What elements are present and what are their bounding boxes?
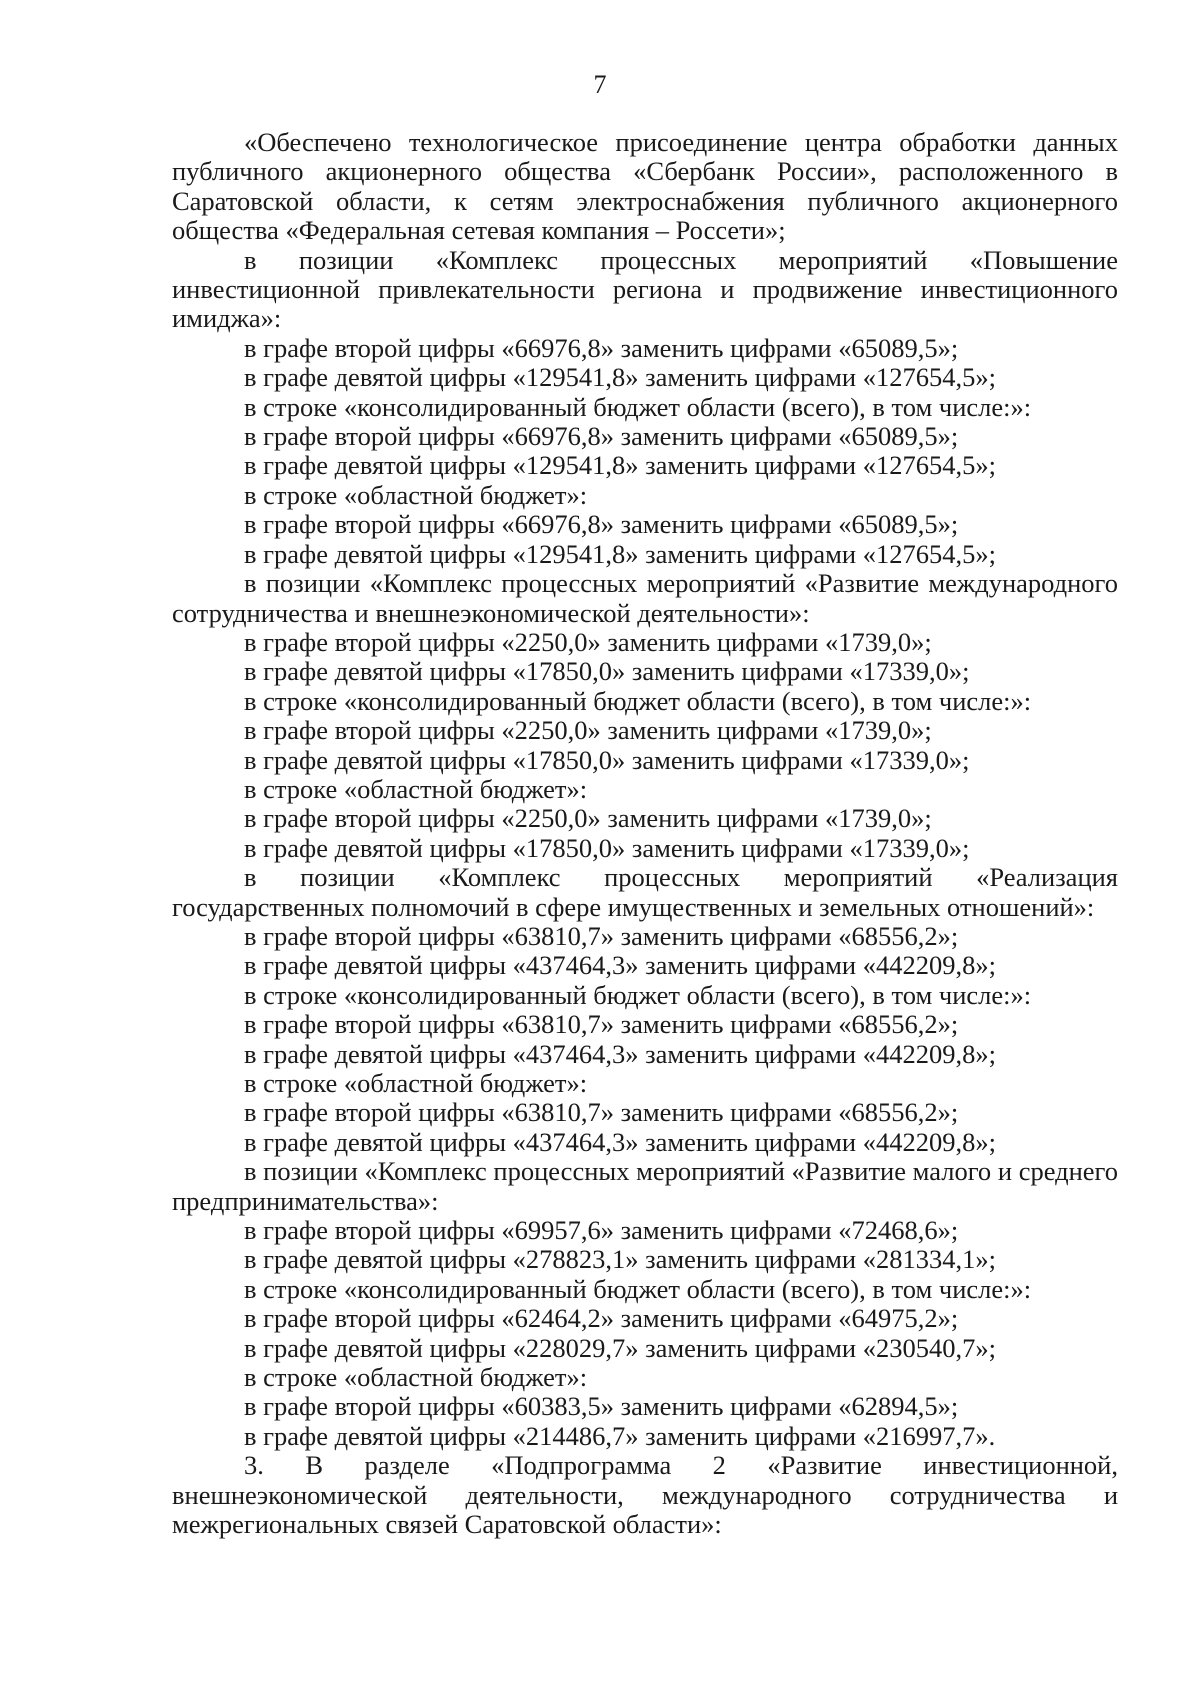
amendment-line: в графе девятой цифры «129541,8» заменить цифрами «127654,5»;	[244, 362, 996, 393]
amendment-line: в графе второй цифры «62464,2» заменить цифрами «64975,2»;	[244, 1303, 959, 1334]
amendment-line: в графе девятой цифры «17850,0» заменить цифрами «17339,0»;	[244, 744, 970, 775]
body-paragraph: в позиции «Комплекс процессных мероприятий «Развитие малого и среднего предпринимательства»:	[172, 1156, 1118, 1216]
section-paragraph: 3. В разделе «Подпрограмма 2 «Развитие инвестиционной, внешнеэкономической деятельности, международного сотрудничества и межрегиональных связей Саратовской области»:	[172, 1450, 1118, 1540]
amendment-line: в графе девятой цифры «228029,7» заменить цифрами «230540,7»;	[244, 1332, 996, 1363]
amendment-line: в графе девятой цифры «437464,3» заменить цифрами «442209,8»;	[244, 950, 996, 981]
amendment-line: в графе девятой цифры «437464,3» заменить цифрами «442209,8»;	[244, 1038, 996, 1069]
body-paragraph: в позиции «Комплекс процессных мероприятий «Повышение инвестиционной привлекательности региона и продвижение инвестиционного имиджа»:	[172, 244, 1118, 334]
amendment-line: в графе девятой цифры «214486,7» заменить цифрами «216997,7».	[244, 1420, 996, 1451]
amendment-line: в строке «областной бюджет»:	[244, 1362, 588, 1393]
amendment-line: в строке «консолидированный бюджет области (всего), в том числе:»:	[244, 979, 1032, 1010]
amendment-line: в графе второй цифры «63810,7» заменить цифрами «68556,2»;	[244, 1097, 959, 1128]
amendment-line: в графе второй цифры «60383,5» заменить цифрами «62894,5»;	[244, 1391, 959, 1422]
body-paragraph: в позиции «Комплекс процессных мероприятий «Развитие международного сотрудничества и внешнеэкономической деятельности»:	[172, 568, 1118, 628]
body-paragraph: в позиции «Комплекс процессных мероприятий «Реализация государственных полномочий в сфере имущественных и земельных отношений»:	[172, 862, 1118, 922]
amendment-line: в графе девятой цифры «17850,0» заменить цифрами «17339,0»;	[244, 832, 970, 863]
amendment-line: в графе второй цифры «66976,8» заменить цифрами «65089,5»;	[244, 509, 959, 540]
amendment-line: в графе девятой цифры «278823,1» заменить цифрами «281334,1»;	[244, 1244, 996, 1275]
body-paragraph: «Обеспечено технологическое присоединение центра обработки данных публичного акционерного общества «Сбербанк России», расположенного в Саратовской области, к сетям электроснабжения публичного акционерного общества «Федеральная сетевая компания – Россети»;	[172, 127, 1118, 246]
amendment-line: в строке «консолидированный бюджет области (всего), в том числе:»:	[244, 391, 1032, 422]
amendment-line: в графе второй цифры «63810,7» заменить цифрами «68556,2»;	[244, 1009, 959, 1040]
amendment-line: в графе второй цифры «66976,8» заменить цифрами «65089,5»;	[244, 421, 959, 452]
amendment-line: в графе второй цифры «69957,6» заменить цифрами «72468,6»;	[244, 1215, 959, 1246]
amendment-line: в строке «областной бюджет»:	[244, 1068, 588, 1098]
amendment-line: в строке «областной бюджет»:	[244, 479, 588, 510]
amendment-line: в графе девятой цифры «437464,3» заменить цифрами «442209,8»;	[244, 1126, 996, 1157]
page-number: 7	[593, 70, 607, 99]
amendment-line: в графе второй цифры «2250,0» заменить цифрами «1739,0»;	[244, 715, 932, 746]
amendment-line: в строке «консолидированный бюджет области (всего), в том числе:»:	[244, 1273, 1032, 1304]
amendment-line: в строке «консолидированный бюджет области (всего), в том числе:»:	[244, 685, 1032, 716]
amendment-line: в графе второй цифры «2250,0» заменить цифрами «1739,0»;	[244, 626, 932, 657]
amendment-line: в графе девятой цифры «129541,8» заменить цифрами «127654,5»;	[244, 538, 996, 569]
amendment-line: в графе девятой цифры «129541,8» заменить цифрами «127654,5»;	[244, 450, 996, 481]
amendment-line: в графе второй цифры «2250,0» заменить цифрами «1739,0»;	[244, 803, 932, 834]
amendment-line: в строке «областной бюджет»:	[244, 773, 588, 804]
amendment-line: в графе второй цифры «66976,8» заменить цифрами «65089,5»;	[244, 332, 959, 363]
amendment-line: в графе девятой цифры «17850,0» заменить цифрами «17339,0»;	[244, 656, 970, 687]
amendment-line: в графе второй цифры «63810,7» заменить цифрами «68556,2»;	[244, 920, 959, 951]
document-body	[172, 128, 1118, 1540]
